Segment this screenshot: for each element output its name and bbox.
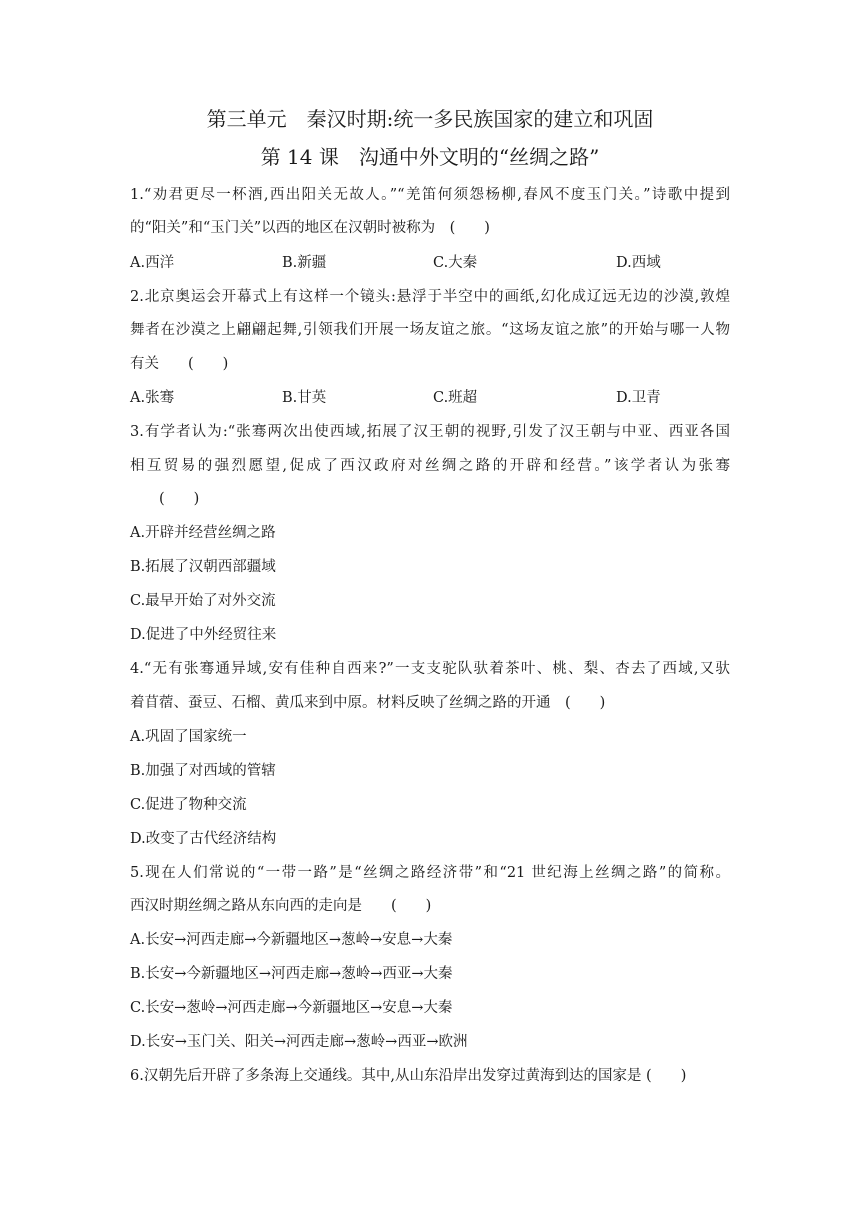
question-5-option-c: C.长安→葱岭→河西走廊→今新疆地区→安息→大秦 [130, 1000, 453, 1016]
question-2-option-c: C.班超 [433, 390, 478, 406]
question-5-option-a: A.长安→河西走廊→今新疆地区→葱岭→安息→大秦 [130, 932, 453, 948]
question-1-option-a: A.西洋 [130, 255, 175, 271]
question-3-option-b: B.拓展了汉朝西部疆域 [130, 559, 276, 575]
unit-title: 第三单元 秦汉时期:统一多民族国家的建立和巩固 [206, 107, 654, 131]
question-1-line-1: 1.“劝君更尽一杯酒,西出阳关无故人。”“羌笛何须怨杨柳,春风不度玉门关。”诗歌中提到 [130, 187, 730, 203]
question-2-option-d: D.卫青 [616, 390, 661, 406]
question-2-option-a: A.张骞 [130, 390, 175, 406]
question-2-line-2: 舞者在沙漠之上翩翩起舞,引领我们开展一场友谊之旅。“这场友谊之旅”的开始与哪一人物 [130, 322, 730, 338]
question-1-option-d: D.西域 [616, 255, 661, 271]
question-4-option-d: D.改变了古代经济结构 [130, 831, 277, 847]
question-5-option-d: D.长安→玉门关、阳关→河西走廊→葱岭→西亚→欧洲 [130, 1034, 468, 1050]
lesson-title: 第 14 课 沟通中外文明的“丝绸之路” [260, 145, 600, 169]
question-5-line-1: 5.现在人们常说的“一带一路”是“丝绸之路经济带”和“21 世纪海上丝绸之路”的简称。 [130, 865, 730, 881]
question-4-option-c: C.促进了物种交流 [130, 797, 247, 813]
question-6-line-1: 6.汉朝先后开辟了多条海上交通线。其中,从山东沿岸出发穿过黄海到达的国家是 ( ) [130, 1068, 687, 1084]
question-1-option-b: B.新疆 [282, 255, 327, 271]
question-2-line-3: 有关 ( ) [130, 356, 229, 372]
question-3-line-3: ( ) [130, 491, 200, 507]
question-4-line-2: 着苜蓿、蚕豆、石榴、黄瓜来到中原。材料反映了丝绸之路的开通 ( ) [130, 695, 606, 711]
question-2-line-1: 2.北京奥运会开幕式上有这样一个镜头:悬浮于半空中的画纸,幻化成辽远无边的沙漠,敦煌 [130, 289, 730, 305]
question-1-line-2: 的“阳关”和“玉门关”以西的地区在汉朝时被称为 ( ) [130, 220, 490, 236]
question-3-option-c: C.最早开始了对外交流 [130, 593, 276, 609]
question-4-line-1: 4.“无有张骞通异域,安有佳种自西来?”一支支驼队驮着茶叶、桃、梨、杏去了西域,又驮 [130, 661, 730, 677]
question-4-option-a: A.巩固了国家统一 [130, 729, 247, 745]
question-3-option-a: A.开辟并经营丝绸之路 [130, 525, 276, 541]
question-5-line-2: 西汉时期丝绸之路从东向西的走向是 ( ) [130, 898, 432, 914]
question-3-line-2: 相互贸易的强烈愿望,促成了西汉政府对丝绸之路的开辟和经营。”该学者认为张骞 [130, 458, 730, 474]
question-5-option-b: B.长安→今新疆地区→河西走廊→葱岭→西亚→大秦 [130, 966, 453, 982]
question-4-option-b: B.加强了对西域的管辖 [130, 763, 276, 779]
question-3-line-1: 3.有学者认为:“张骞两次出使西域,拓展了汉王朝的视野,引发了汉王朝与中亚、西亚各国 [130, 424, 730, 440]
question-3-option-d: D.促进了中外经贸往来 [130, 627, 277, 643]
question-2-option-b: B.甘英 [282, 390, 327, 406]
question-1-option-c: C.大秦 [433, 255, 478, 271]
